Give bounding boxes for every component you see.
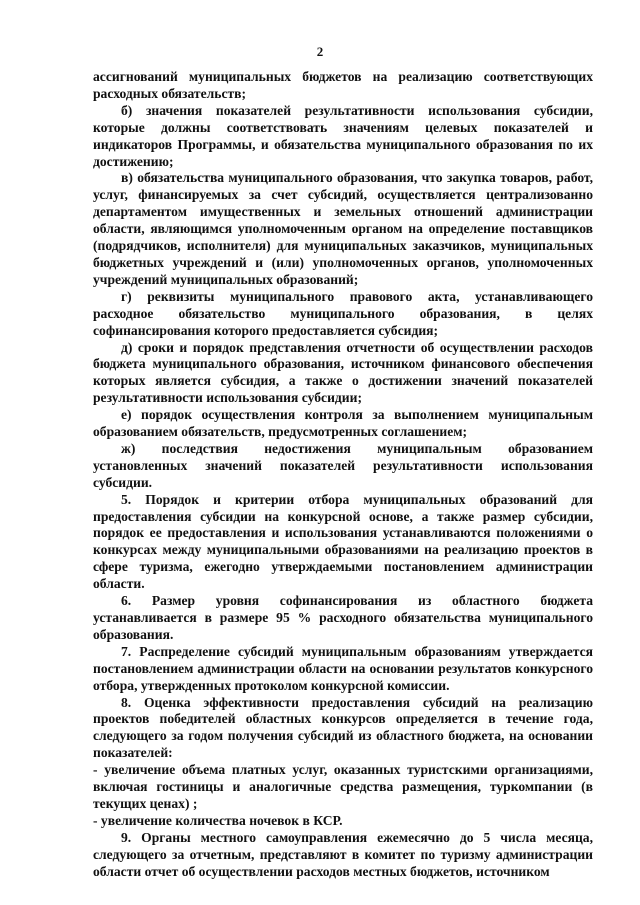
paragraph-clause-9: 9. Органы местного самоуправления ежемесячно до 5 числа месяца, следующего за отчетным, представляют в комитет по туризму администрации области отчет об осуществлении расходов местных бюджетов, источником xyxy=(93,829,593,879)
paragraph-item-zh: ж) последствия недостижения муниципальным образованием установленных значений показателей результативности использования субсидии. xyxy=(93,440,593,490)
paragraph-clause-5: 5. Порядок и критерии отбора муниципальных образований для предоставления субсидии на конкурсной основе, а также размер субсидии, порядок ее предоставления и использования устанавливаются положениями о конкурсах между муниципальными образованиями на реализацию проектов в сфере туризма, ежегодно утверждаемыми постановлением администрации области. xyxy=(93,491,593,592)
list-item-overnight-stays: - увеличение количества ночевок в КСР. xyxy=(93,812,343,828)
paragraph-clause-6: 6. Размер уровня софинансирования из областного бюджета устанавливается в размере 95 % расходного обязательства муниципального образования. xyxy=(93,593,593,642)
paragraph-item-d: д) сроки и порядок представления отчетности об осуществлении расходов бюджета муниципального образования, источником финансового обеспечения которых является субсидия, а также о достижении значений показателей результативности использования субсидии; xyxy=(93,339,593,406)
list-item-paid-services: - увеличение объема платных услуг, оказанных туристскими организациями, включая гостиницы и аналогичные средства размещения, туркомпании (в текущих ценах) ; xyxy=(93,762,593,811)
document-body xyxy=(93,69,593,881)
paragraph-item-b: б) значения показателей результативности использования субсидии, которые должны соответствовать значениям целевых показателей и индикаторов Программы, и обязательства муниципального образования по их достижению; xyxy=(93,102,593,169)
paragraph-continuation: ассигнований муниципальных бюджетов на реализацию соответствующих расходных обязательств; xyxy=(93,69,593,101)
paragraph-clause-8: 8. Оценка эффективности предоставления субсидий на реализацию проектов победителей областных конкурсов определяется в течение года, следующего за годом получения субсидий из областного бюджета, на основании показателей: xyxy=(93,694,593,761)
paragraph-item-e: е) порядок осуществления контроля за выполнением муниципальным образованием обязательств, предусмотренных соглашением; xyxy=(93,407,593,440)
paragraph-item-v: в) обязательства муниципального образования, что закупка товаров, работ, услуг, финансируемых за счет субсидий, осуществляется централизованно департаментом имущественных и земельных отношений администрации области, являющимся уполномоченным органом на определение поставщиков (подрядчиков, исполнителя) для муниципальных заказчиков, муниципальных бюджетных учреждений и (или) уполномоченных органов, уполномоченных учреждений муниципальных образований; xyxy=(93,170,593,287)
paragraph-clause-7: 7. Распределение субсидий муниципальным образованиям утверждается постановлением администрации области на основании результатов конкурсного отбора, утвержденных протоколом конкурсной комиссии. xyxy=(93,643,593,693)
page-number: 2 xyxy=(316,44,324,59)
paragraph-item-g: г) реквизиты муниципального правового акта, устанавливающего расходное обязательство муниципального образования, в целях софинансирования которого предоставляется субсидия; xyxy=(93,288,593,338)
